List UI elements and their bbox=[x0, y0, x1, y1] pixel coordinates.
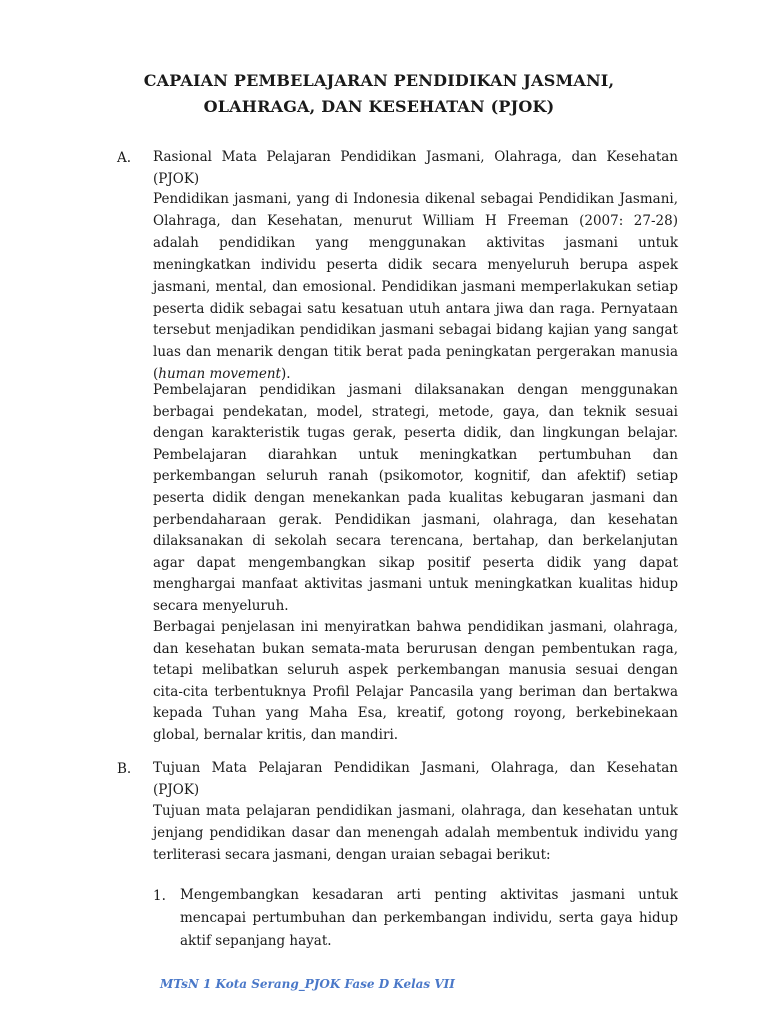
section-b-paragraph-1: Tujuan mata pelajaran pendidikan jasmani, olahraga, dan kesehatan untuk jenjang pendidikan dasar dan menengah adalah membentuk individu yang terliterasi secara jasmani, dengan uraian sebagai berikut: bbox=[153, 803, 678, 864]
section-b-marker: B. bbox=[117, 761, 132, 777]
section-a-paragraph-3: Berbagai penjelasan ini menyiratkan bahwa pendidikan jasmani, olahraga, dan kesehatan bukan semata-mata berurusan dengan pembentukan raga, tetapi melibatkan seluruh aspek perkembangan manusia sesuai dengan cita-cita terbentuknya Profil Pelajar Pancasila yang beriman dan bertakwa kepada Tuhan yang Maha Esa, kreatif, gotong royong, berkebinekaan global, bernalar kritis, dan mandiri. bbox=[153, 619, 678, 743]
section-a-paragraph-1-italic: human movement bbox=[158, 366, 281, 383]
document-title-line-2: OLAHRAGA, DAN KESEHATAN (PJOK) bbox=[203, 97, 555, 116]
section-a-paragraph-1-end: ). bbox=[280, 366, 291, 383]
document-title-line-1: CAPAIAN PEMBELAJARAN PENDIDIKAN JASMANI, bbox=[143, 71, 615, 90]
section-a-paragraph-1 bbox=[153, 189, 678, 386]
section-b-heading: Tujuan Mata Pelajaran Pendidikan Jasmani, Olahraga, dan Kesehatan (PJOK) bbox=[153, 760, 678, 798]
list-item-1-number: 1. bbox=[153, 888, 166, 904]
page-footer: MTsN 1 Kota Serang_PJOK Fase D Kelas VII bbox=[160, 977, 455, 991]
section-a-marker: A. bbox=[117, 150, 132, 166]
list-item-1-text: Mengembangkan kesadaran arti penting aktivitas jasmani untuk mencapai pertumbuhan dan perkembangan individu, serta gaya hidup aktif sepanjang hayat. bbox=[180, 887, 678, 949]
section-a-paragraph-1-text: Pendidikan jasmani, yang di Indonesia dikenal sebagai Pendidikan Jasmani, Olahraga, dan Kesehatan, menurut William H Freeman (2007: 27-28) adalah pendidikan yang menggunakan aktivitas jasmani untuk meningkatkan individu peserta didik secara menyeluruh berupa aspek jasmani, mental, dan emosional. Pendidikan jasmani memperlakukan setiap peserta didik sebagai satu kesatuan utuh antara jiwa dan raga. Pernyataan tersebut menjadikan pendidikan jasmani sebagai bidang kajian yang sangat luas dan menarik dengan titik berat pada peningkatan pergerakan manusia ( bbox=[153, 191, 678, 383]
section-a-paragraph-2: Pembelajaran pendidikan jasmani dilaksanakan dengan menggunakan berbagai pendekatan, model, strategi, metode, gaya, dan teknik sesuai dengan karakteristik tugas gerak, peserta didik, dan lingkungan belajar. Pembelajaran diarahkan untuk meningkatkan pertumbuhan dan perkembangan seluruh ranah (psikomotor, kognitif, dan afektif) setiap peserta didik dengan menekankan pada kualitas kebugaran jasmani dan perbendaharaan gerak. Pendidikan jasmani, olahraga, dan kesehatan dilaksanakan di sekolah secara terencana, bertahap, dan berkelanjutan agar dapat mengembangkan sikap positif peserta didik yang dapat menghargai manfaat aktivitas jasmani untuk meningkatkan kualitas hidup secara menyeluruh. bbox=[153, 382, 678, 614]
section-a-heading: Rasional Mata Pelajaran Pendidikan Jasmani, Olahraga, dan Kesehatan (PJOK) bbox=[153, 149, 678, 187]
